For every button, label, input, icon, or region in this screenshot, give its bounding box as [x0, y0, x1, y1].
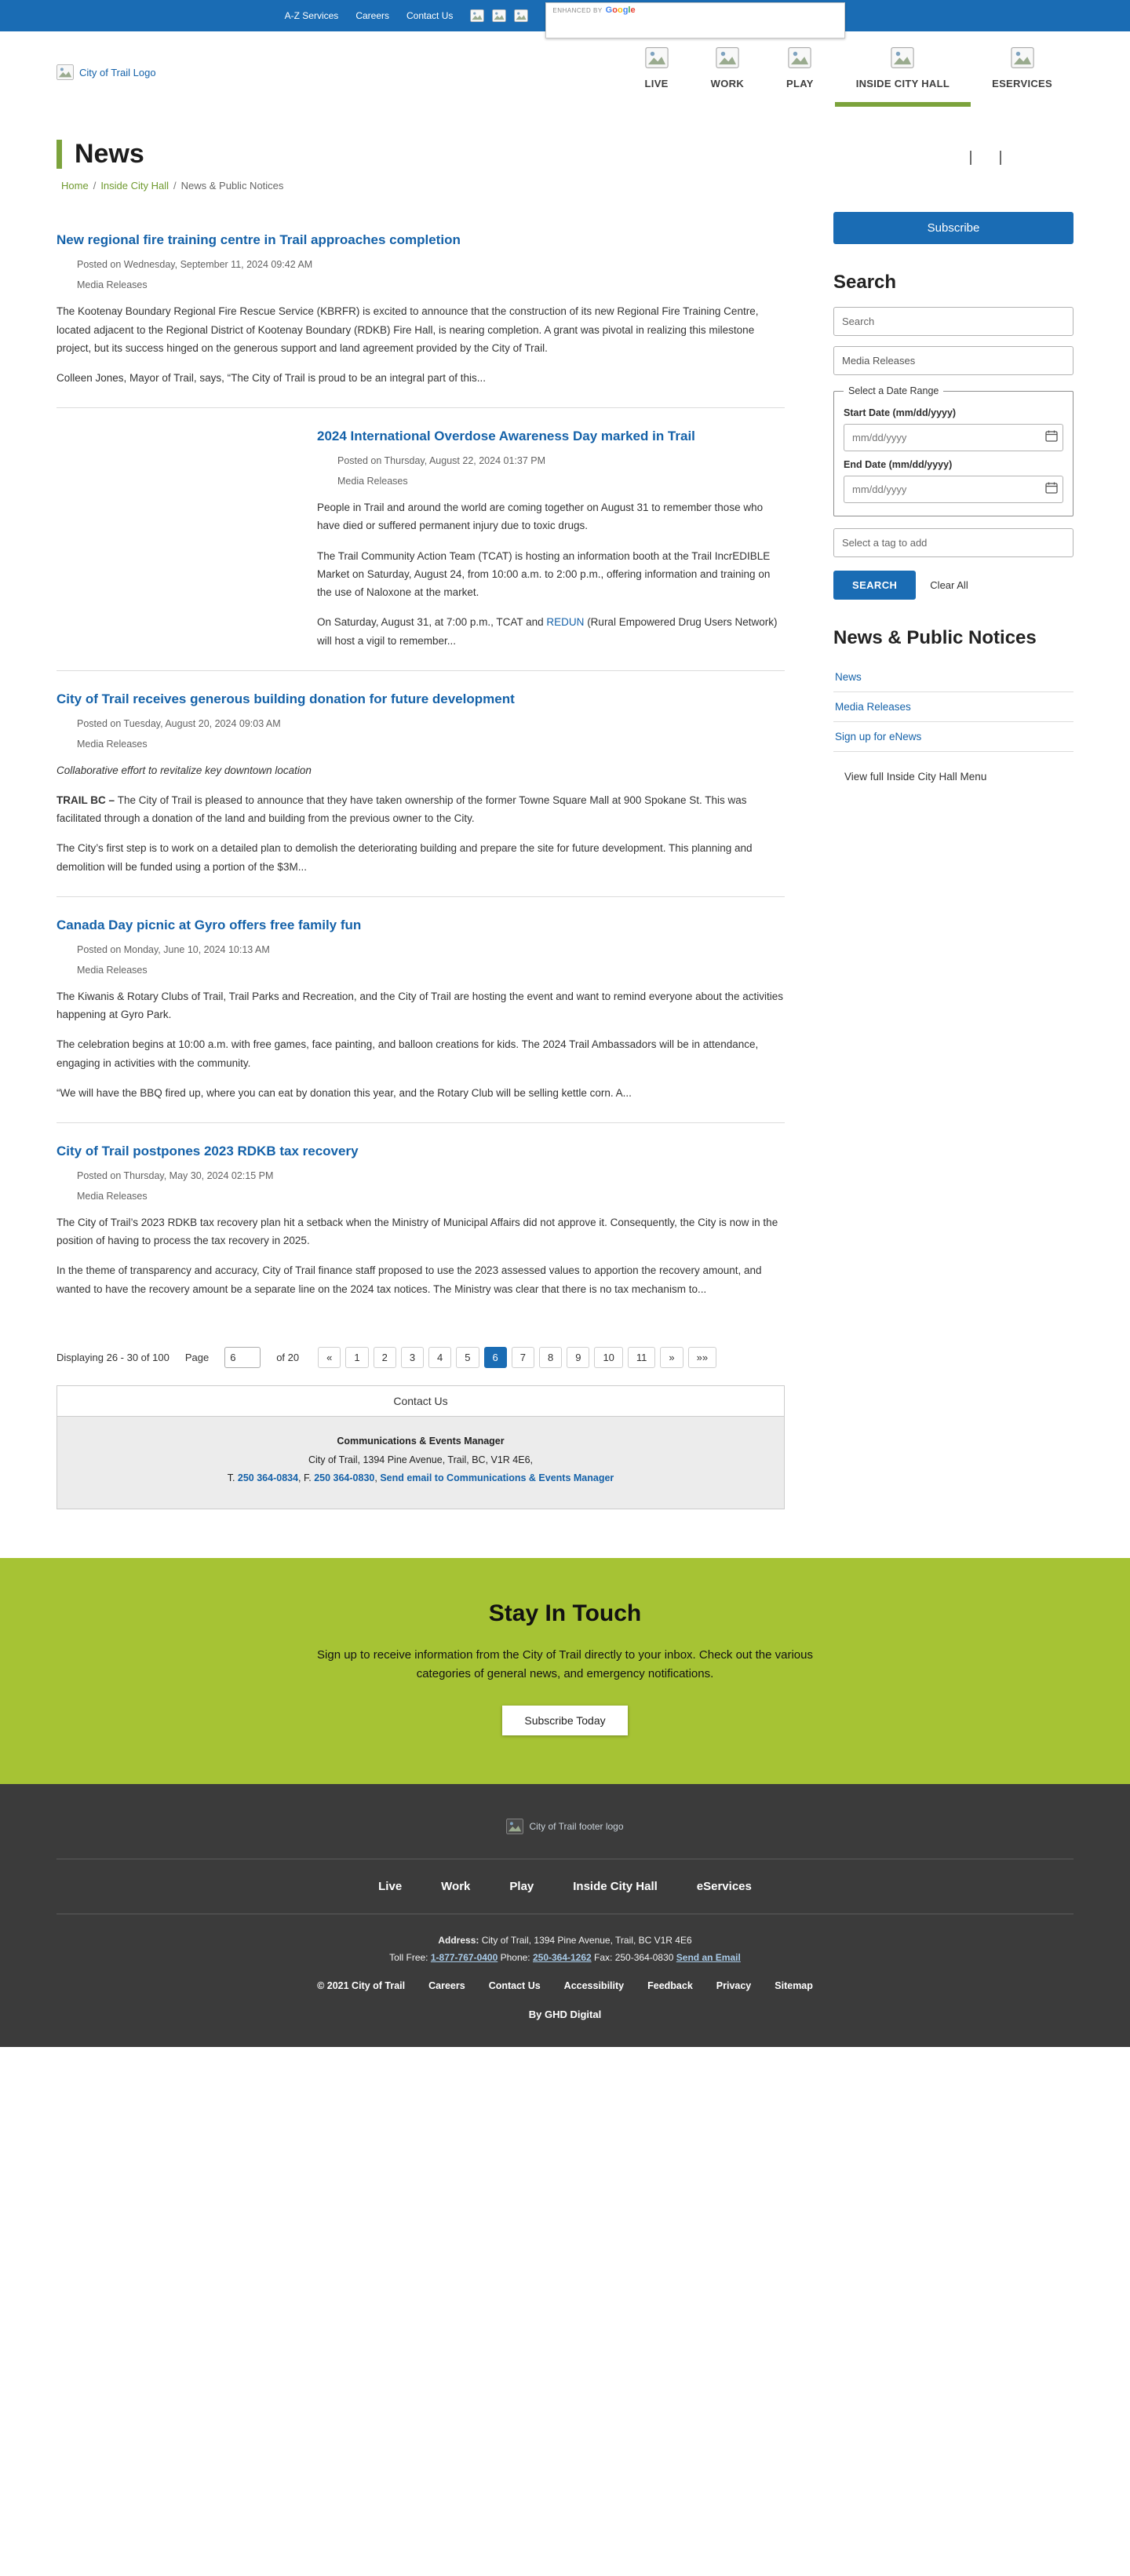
article-fire-training-centre: [56, 212, 785, 407]
contact-name: Communications & Events Manager: [337, 1435, 505, 1447]
topbar-link-careers[interactable]: Careers: [355, 10, 389, 21]
article-category: Media Releases: [77, 279, 148, 291]
article-posted-date: Posted on Tuesday, August 20, 2024 09:03 AM: [77, 717, 281, 729]
footer-address: Address: City of Trail, 1394 Pine Avenue, Trail, BC V1R 4E6: [438, 1935, 692, 1947]
article-category: Media Releases: [77, 964, 148, 976]
page-of-label: of 20: [276, 1351, 300, 1363]
stay-in-touch-band: [0, 1558, 1130, 1784]
article-paragraph: TRAIL BC – The City of Trail is pleased to announce that they have taken ownership of the former Towne Square Mall at 900 Spokane St. This was facilitated through a donation of the land and building from the previous owner to the City.: [56, 794, 747, 825]
contact-box-body: [57, 1417, 784, 1509]
footer-credit: By GHD Digital: [528, 2009, 602, 2021]
sidebar-search-button[interactable]: SEARCH: [833, 571, 916, 600]
page-button-10[interactable]: 10: [594, 1347, 622, 1368]
site-logo-alt-text: City of Trail Logo: [79, 66, 156, 78]
nav-label: ESERVICES: [992, 78, 1052, 89]
footer-phone-link[interactable]: 250-364-1262: [532, 1952, 592, 1964]
main-nav: [624, 47, 1074, 107]
page-button-11[interactable]: 11: [628, 1347, 656, 1368]
contact-phone-line: T. 250 364-0834, F. 250 364-0830, Send email to Communications & Events Manager: [227, 1472, 614, 1484]
article-title-link[interactable]: Canada Day picnic at Gyro offers free family fun: [56, 917, 362, 932]
footer-link-accessibility[interactable]: Accessibility: [563, 1980, 625, 1992]
footer-logo[interactable]: [506, 1819, 623, 1834]
page-button-6-active[interactable]: 6: [484, 1347, 507, 1368]
toolbar-icon-placeholder-1[interactable]: [970, 151, 971, 165]
footer-copyright: © 2021 City of Trail: [317, 1980, 406, 1992]
stay-in-touch-text: Sign up to receive information from the City of Trail directly to your inbox. Check out the various categories of general news, and emergency notifications.: [317, 1648, 813, 1681]
nav-label: INSIDE CITY HALL: [855, 78, 950, 89]
footer-bottom-links: [0, 1980, 1130, 1991]
article-posted-date: Posted on Monday, June 10, 2024 10:13 AM: [77, 943, 270, 955]
contact-address: City of Trail, 1394 Pine Avenue, Trail, BC, V1R 4E6,: [308, 1454, 534, 1465]
start-date-label: Start Date (mm/dd/yyyy): [844, 407, 957, 419]
calendar-icon: [1045, 429, 1058, 442]
tag-input[interactable]: [833, 528, 1074, 557]
article-title-link[interactable]: City of Trail postpones 2023 RDKB tax recovery: [56, 1143, 359, 1158]
redun-link[interactable]: REDUN: [546, 616, 585, 629]
nav-item-inside-city-hall[interactable]: [835, 47, 971, 107]
nav-item-eservices[interactable]: [971, 47, 1074, 107]
page-head: [56, 140, 1074, 192]
start-date-calendar-button[interactable]: [1045, 429, 1058, 444]
view-full-menu-link[interactable]: View full Inside City Hall Menu: [844, 771, 987, 783]
footer-link-contact-us[interactable]: Contact Us: [488, 1980, 541, 1992]
footer-nav: [0, 1880, 1130, 1893]
date-range-fieldset: [833, 385, 1074, 516]
breadcrumb-separator: /: [93, 180, 97, 192]
article-posted-date: Posted on Thursday, May 30, 2024 02:15 PM: [77, 1169, 274, 1181]
article-canada-day-picnic: [56, 896, 785, 1122]
footer-link-feedback[interactable]: Feedback: [647, 1980, 693, 1992]
sidebar-search-input[interactable]: [833, 307, 1074, 336]
social-icon-2[interactable]: [492, 9, 506, 23]
site-logo[interactable]: [56, 64, 156, 80]
top-utility-bar: [0, 0, 1130, 31]
article-category: Media Releases: [77, 1190, 148, 1202]
article-paragraph: On Saturday, August 31, at 7:00 p.m., TCAT and REDUN (Rural Empowered Drug Users Network) will host a vigil to remember...: [317, 616, 778, 647]
footer-nav-eservices[interactable]: eServices: [696, 1880, 752, 1894]
news-list: [56, 212, 785, 1509]
social-icon-1[interactable]: [470, 9, 484, 23]
broken-image-icon: [506, 1819, 523, 1834]
page-toolbar: [970, 151, 1001, 165]
site-header: [56, 31, 1074, 107]
sidebar: [833, 212, 1074, 784]
page-title: News: [56, 140, 1074, 169]
page-button-7[interactable]: 7: [512, 1347, 534, 1368]
article-paragraph: People in Trail and around the world are coming together on August 31 to remember those who have died or suffered permanent injury due to toxic drugs.: [317, 502, 764, 532]
footer-nav-work[interactable]: Work: [441, 1880, 471, 1894]
article-title-link[interactable]: City of Trail receives generous building donation for future development: [56, 691, 515, 706]
article-paragraph: The City’s first step is to work on a detailed plan to demolish the deteriorating building and prepare the site for future development. This planning and demolition will be funded using a portion of the $3M...: [56, 842, 753, 873]
social-icons: [470, 9, 528, 23]
topbar-link-az-services[interactable]: A-Z Services: [284, 10, 339, 21]
article-rdkb-tax-recovery: [56, 1122, 785, 1319]
end-date-calendar-button[interactable]: [1045, 481, 1058, 496]
pagination: [56, 1347, 785, 1368]
article-title-link[interactable]: New regional fire training centre in Trail approaches completion: [56, 232, 461, 248]
article-posted-date: Posted on Thursday, August 22, 2024 01:37 PM: [337, 455, 545, 467]
contact-email-link[interactable]: Send email to Communications & Events Manager: [380, 1472, 614, 1484]
footer-logo-alt-text: City of Trail footer logo: [529, 1821, 624, 1833]
breadcrumb: [56, 180, 1074, 192]
page-button-5[interactable]: 5: [456, 1347, 479, 1368]
social-icon-3[interactable]: [514, 9, 528, 23]
breadcrumb-home[interactable]: Home: [61, 180, 89, 192]
nav-item-live[interactable]: [624, 47, 690, 107]
article-category: Media Releases: [337, 476, 408, 487]
site-footer: [0, 1784, 1130, 2047]
stay-in-touch-title: Stay In Touch: [488, 1600, 642, 1627]
contact-phone-link[interactable]: 250 364-0834: [237, 1472, 299, 1484]
footer-link-sitemap[interactable]: Sitemap: [775, 1980, 813, 1992]
footer-nav-inside-city-hall[interactable]: Inside City Hall: [573, 1880, 658, 1894]
subscribe-button[interactable]: Subscribe: [833, 212, 1074, 244]
page-button-8[interactable]: 8: [539, 1347, 562, 1368]
article-paragraph: The Trail Community Action Team (TCAT) is hosting an information booth at the Trail IncrEDIBLE Market on Saturday, August 24, from 10:00 a.m. to 2:00 p.m., offering information and training on the use of Naloxone at the market.: [317, 549, 771, 599]
footer-nav-live[interactable]: Live: [378, 1880, 403, 1894]
article-category: Media Releases: [77, 738, 148, 750]
footer-contact-line: Toll Free: 1-877-767-0400 Phone: 250-364-1262 Fax: 250-364-0830 Send an Email: [389, 1952, 741, 1964]
broken-image-icon: [56, 64, 74, 80]
footer-link-careers[interactable]: Careers: [428, 1980, 465, 1992]
article-overdose-awareness-day: [56, 407, 785, 670]
topbar-link-contact-us[interactable]: Contact Us: [406, 10, 454, 21]
article-paragraph: The Kiwanis & Rotary Clubs of Trail, Trail Parks and Recreation, and the City of Trail are hosting the event and want to remind everyone about the activities happening at Gyro Park.: [56, 990, 783, 1021]
breadcrumb-inside-city-hall[interactable]: Inside City Hall: [100, 180, 170, 192]
nav-label: LIVE: [644, 78, 669, 89]
google-site-search: [545, 2, 845, 38]
page-first-button[interactable]: «: [318, 1347, 341, 1368]
clear-all-link[interactable]: Clear All: [930, 579, 968, 592]
nav-label: PLAY: [786, 78, 814, 89]
calendar-icon: [1045, 481, 1058, 494]
article-lead: Collaborative effort to revitalize key downtown location: [56, 764, 312, 776]
breadcrumb-current: News & Public Notices: [180, 180, 284, 192]
sidebar-item-sign-up-enews[interactable]: Sign up for eNews: [833, 722, 1074, 752]
article-paragraph: The City of Trail’s 2023 RDKB tax recovery plan hit a setback when the Ministry of Municipal Affairs did not approve it. Consequently, the City is now in the position of having to process the tax recovery in 2025.: [56, 1216, 778, 1247]
toolbar-icon-placeholder-2[interactable]: [1000, 151, 1001, 165]
page-button-1[interactable]: 1: [345, 1347, 368, 1368]
nav-live-icon: [645, 47, 669, 68]
notices-heading: News & Public Notices: [833, 627, 1037, 649]
page-buttons: [318, 1347, 716, 1368]
article-posted-date: Posted on Wednesday, September 11, 2024 09:42 AM: [77, 259, 313, 271]
article-paragraph: “We will have the BBQ fired up, where you can eat by donation this year, and the Rotary Club will be selling kettle corn. A...: [56, 1086, 632, 1099]
page-button-2[interactable]: 2: [374, 1347, 396, 1368]
toll-free-link[interactable]: 1-877-767-0400: [430, 1952, 498, 1964]
page-label: Page: [184, 1351, 210, 1363]
contact-box: [56, 1385, 785, 1509]
footer-link-privacy[interactable]: Privacy: [716, 1980, 752, 1992]
article-paragraph: The celebration begins at 10:00 a.m. with free games, face painting, and balloon creations for kids. The 2024 Trail Ambassadors will be in attendance, engaging in activities with the community.: [56, 1038, 759, 1069]
page-button-9[interactable]: 9: [567, 1347, 589, 1368]
nav-item-play[interactable]: [765, 47, 835, 107]
sidebar-item-news[interactable]: News: [833, 662, 1074, 692]
category-select[interactable]: Media Releases: [833, 346, 1074, 375]
breadcrumb-separator: /: [173, 180, 177, 192]
footer-send-email-link[interactable]: Send an Email: [676, 1952, 741, 1964]
subscribe-today-button[interactable]: Subscribe Today: [502, 1706, 627, 1735]
end-date-input[interactable]: [844, 476, 1063, 503]
page-next-button[interactable]: »: [660, 1347, 683, 1368]
article-paragraph: The Kootenay Boundary Regional Fire Rescue Service (KBRFR) is excited to announce that the construction of its new Regional Fire Training Centre, located adjacent to the Regional District of Kootenay Boundary (RDKB) Fire Hall, is nearing completion. A grant was pivotal in realizing this milestone project, but its success hinged on the generous support and land agreement provided by the City of Trail.: [56, 305, 759, 354]
nav-work-icon: [716, 47, 739, 68]
article-title-link[interactable]: 2024 International Overdose Awareness Day marked in Trail: [317, 429, 695, 444]
page-number-input[interactable]: [224, 1347, 261, 1368]
page-button-3[interactable]: 3: [401, 1347, 424, 1368]
site-search-input[interactable]: [546, 3, 844, 38]
nav-eservices-icon: [1011, 47, 1034, 68]
date-range-legend: Select a Date Range: [848, 385, 939, 397]
contact-fax-link[interactable]: 250 364-0830: [314, 1472, 375, 1484]
article-paragraph: Colleen Jones, Mayor of Trail, says, “The City of Trail is proud to be an integral part of this...: [56, 372, 486, 385]
footer-nav-play[interactable]: Play: [509, 1880, 534, 1894]
nav-label: WORK: [710, 78, 745, 89]
nav-item-work[interactable]: [690, 47, 765, 107]
google-logo: Google: [605, 5, 636, 15]
end-date-label: End Date (mm/dd/yyyy): [844, 459, 953, 471]
article-paragraph: In the theme of transparency and accuracy, City of Trail finance staff proposed to use the 2023 assessed values to apportion the recovery amount, and wanted to have the recovery amount be a separate line on the 2024 tax notices. The Ministry was clear that there is no tax mechanism to...: [56, 1264, 762, 1295]
sidebar-item-media-releases[interactable]: Media Releases: [833, 692, 1074, 722]
nav-inside-city-hall-icon: [891, 47, 914, 68]
pagination-summary: Displaying 26 - 30 of 100: [56, 1351, 170, 1363]
article-building-donation: [56, 670, 785, 896]
page-last-button[interactable]: »»: [688, 1347, 716, 1368]
contact-box-header: Contact Us: [57, 1386, 784, 1417]
google-search-branding: ENHANCED BY Google: [552, 5, 636, 15]
sidebar-search-heading: Search: [833, 272, 897, 294]
nav-play-icon: [788, 47, 811, 68]
notices-nav: [833, 662, 1074, 752]
start-date-input[interactable]: [844, 424, 1063, 451]
page-button-4[interactable]: 4: [428, 1347, 451, 1368]
